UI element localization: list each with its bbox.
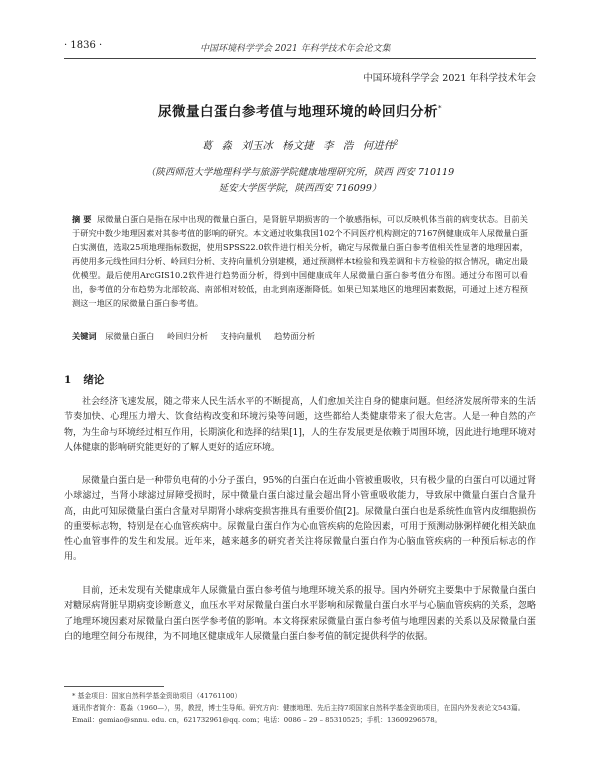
body-paragraph: 目前，还未发现有关健康成年人尿微量白蛋白参考值与地理环境关系的报导。国内外研究主要集中于尿微量白蛋白对糖尿病肾脏早期病变诊断意义，血压水平对尿微量白蛋白水平影响和尿微量白蛋白水平与心脑血管疾病的关系，忽略了地理环境因素对尿微量白蛋白医学参考值的影响。本文将探索尿微量白蛋白参考值与地理因素的关系以及尿微量白蛋白的地理空间分布规律，为不同地区健康成年人尿微量白蛋白参考值的制定提供科学的依据。: [64, 586, 536, 642]
conference-name: 中国环境科学学会 2021 年科学技术年会: [363, 73, 536, 84]
keyword: 尿微量白蛋白: [105, 331, 155, 341]
keyword: 趋势面分析: [274, 331, 316, 341]
keywords: [72, 331, 528, 342]
body-paragraph: 社会经济飞速发展，随之带来人民生活水平的不断提高，人们愈加关注自身的健康问题。但经济发展所带来的生活节奏加快、心理压力增大、饮食结构改变和环境污染等问题，这些都给人类健康带来了很大危害。人是一种自然的产物，为生命与环境经过相互作用，长期演化和选择的结果[1]，人的生存发展更是依赖于周围环境，因此进行地理环境对人体健康的影响研究能更好的了解人更好的适应环境。: [64, 397, 536, 453]
author-affiliation-mark: 2: [394, 138, 399, 147]
affiliations: [64, 165, 536, 197]
affiliation-line: 延安大学医学院，陕西西安 716099）: [218, 183, 382, 194]
keywords-label: 关键词: [72, 331, 97, 341]
abstract: [72, 212, 528, 310]
footnote-rule: [64, 686, 164, 687]
author-list: [64, 138, 536, 153]
page-number: · 1836 ·: [64, 40, 103, 51]
paper-title: [64, 100, 536, 120]
affiliation-line: （陕西师范大学地理科学与旅游学院健康地理研究所，陕西 西安 710119: [145, 167, 455, 178]
paper-title-text: 尿微量白蛋白参考值与地理环境的岭回归分析: [158, 104, 438, 120]
author: 杨文捷: [282, 140, 314, 152]
abstract-text: 尿微量白蛋白是指在尿中出现的微量白蛋白，是肾脏早期损害的一个敏感指标，可以反映机体当前的病变状态。目前关于研究中数少地理因素对其参考值的影响的研究。本文通过收集我国102个不同医疗机构测定的7167例健康成年人尿微量白蛋白实测值，选取25项地理指标数据，使用SPSS22.0软件进行相关分析，确定与尿微量白蛋白参考值相关性显著的地理因素，再使用多元线性回归分析、岭回归分析、支持向量机分别建模，通过预测样本t检验和残差调和卡方检验的拟合情况，确定出最优模型。最后使用ArcGIS10.2软件进行趋势面分析，得到中国健康成年人尿微量白蛋白参考值分布图。通过分布图可以看出，参考值的分布趋势为北部较高、南部相对较低，由北到南逐渐降低。如果已知某地区的地理因素数据，可通过上述方程预测这一地区的尿微量白蛋白参考值。: [72, 214, 528, 308]
keyword: 支持向量机: [220, 331, 262, 341]
title-footnote-mark: *: [438, 104, 442, 113]
author: 刘玉冰: [241, 140, 273, 152]
keyword: 岭回归分析: [166, 331, 208, 341]
section-number: 1: [64, 374, 72, 386]
author: 李 浩: [323, 140, 354, 152]
running-title: 中国环境科学学会 2021 年科学技术年会论文集: [200, 44, 391, 54]
abstract-label: 摘 要: [72, 214, 92, 224]
author: 何进伟: [362, 140, 395, 152]
footnote: 通讯作者简介：葛淼（1960—），男，教授，博士生导师。研究方向：健康地理、先后主持7项国家自然科学基金资助项目，在国内外发表论文543篇。Email：gemiao@snnu. edu. cn，621732961@qq. com；电话：0086 – 29 – 85310525；手机：13609296578。: [72, 704, 525, 724]
header-rule: [64, 58, 536, 59]
section-title: 绪论: [83, 374, 105, 386]
body-paragraph: 尿微量白蛋白是一种带负电荷的小分子蛋白，95%的白蛋白在近曲小管被重吸收，只有极少量的白蛋白可以通过肾小球滤过，当肾小球滤过屏障受损时，尿中微量白蛋白滤过量会超出肾小管重吸收能力，导致尿中微量白蛋白含量升高，由此可知尿微量白蛋白含量对早期肾小球病变损害推具有重要价值[2]。尿微量白蛋白也是系统性血管内皮细胞损伤的重要标志物，特别是在心血管疾病中。尿微量白蛋白作为心血管疾病的危险因素，可用于预测动脉粥样硬化相关缺血性心血管事件的发生和发展。近年来，越来越多的研究者关注将尿微量白蛋白作为心脑血管疾病的一种预后标志的作用。: [64, 476, 536, 563]
section-heading: [64, 372, 104, 387]
footnote: * 基金项目：国家自然科学基金资助项目（41761100）: [72, 692, 242, 700]
author: 葛 淼: [201, 140, 232, 152]
